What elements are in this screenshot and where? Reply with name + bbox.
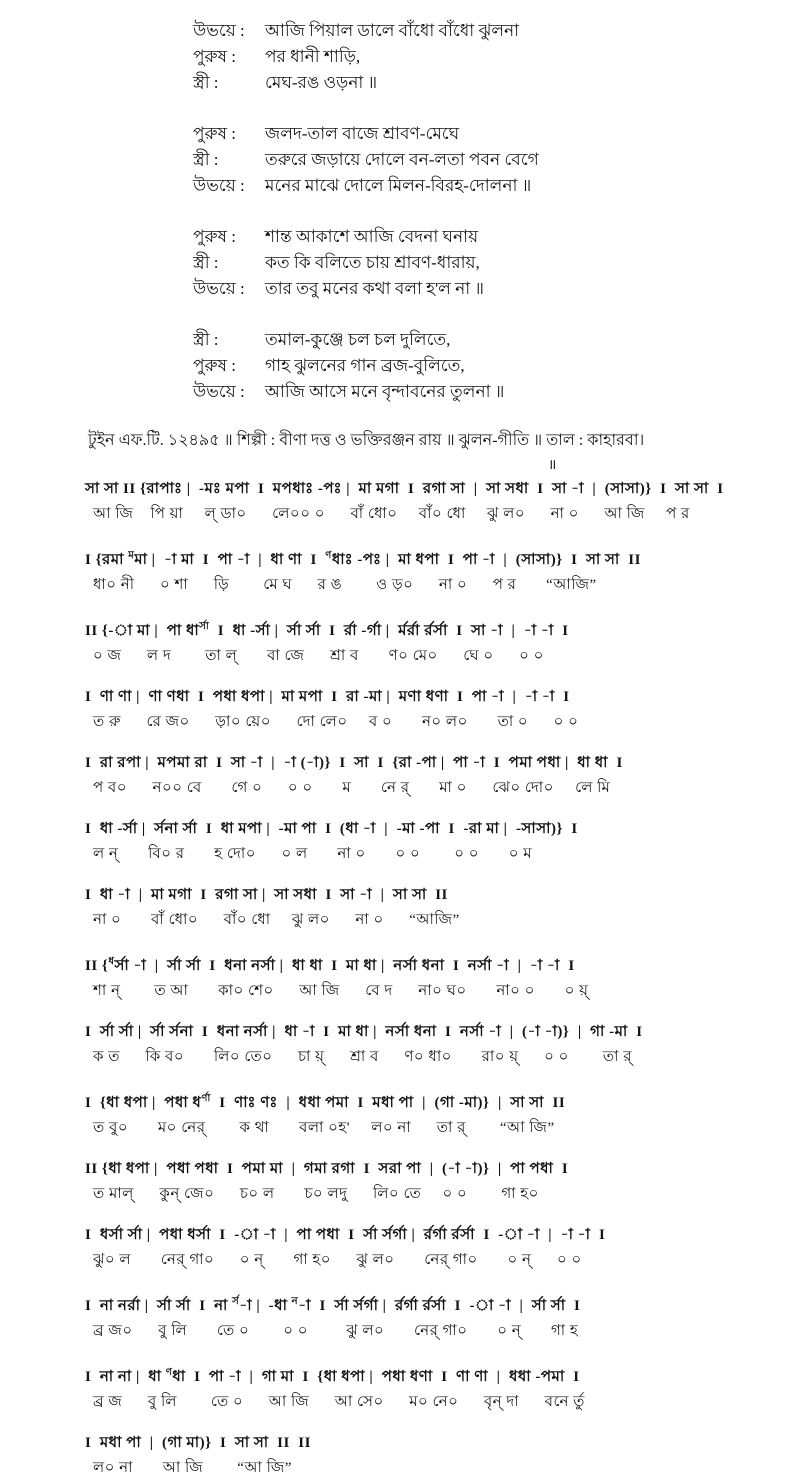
stanza-1	[193, 18, 800, 96]
speaker-label: স্ত্রী :	[193, 330, 219, 349]
notes-row: II {-া মা | পা ধা$^{র্সা}$ I ধা -র্সা | র্সা র্সা I র্রা -র্গা | র্মর্রা র্রর্সা I সা -া | -া -া I	[85, 621, 569, 639]
speaker-label: উভয়ে :	[193, 382, 245, 401]
words-row: ০ জ ল দ তা ল্ বা জে শ্রা ব ণ০ মে০ ঘে ০ ০ ০	[93, 648, 544, 664]
notation-line-9	[85, 1021, 732, 1068]
lyric-line	[193, 44, 800, 70]
notation-line-11	[85, 1158, 732, 1205]
notation-line-5	[85, 752, 732, 799]
notation-line-3	[85, 615, 732, 667]
sam-marker: ॥	[548, 458, 557, 473]
lyric-text: শান্ত আকাশে আজি বেদনা ঘনায়	[265, 227, 479, 246]
words-row: ল০ না আ জি “আ জি”	[93, 1460, 292, 1476]
speaker-label: পুরুষ :	[193, 356, 236, 375]
words-row: ত রু রে জ০ ড়া০ য়ে০ দো লে০ ব ০ ন০ ল০ তা ০ ০ ০	[93, 714, 579, 730]
notes-row: I মধা পা | (গা মা)} I সা সা II II	[85, 1435, 311, 1451]
notation-line-12	[85, 1224, 732, 1271]
lyric-line	[193, 224, 800, 250]
notes-row: I ধর্সা র্সা | পধা ধর্সা I -া -া | পা পধা I র্সা র্সর্গা | র্রর্গা র্রর্সা I -া -া | -া -া I	[85, 1227, 606, 1243]
lyric-line	[193, 70, 800, 96]
words-row: ব্র জ০ বু লি তে ০ ০ ০ ঝু ল০ নের্ গা০ ০ ন্ গা হ	[93, 1323, 579, 1339]
lyric-text: তরুরে জড়ায়ে দোলে বন-লতা পবন বেগে	[265, 150, 539, 169]
notes-row: I {রমা $^ম$মা | -া মা I পা -া | ধা ণা I $^ণ$ধাঃ -পঃ | মা ধপা I পা -া | (সাসা)} I সা সা II	[85, 550, 641, 568]
notes-row: I ণা ণা | ণা ণধা I পধা ধপা | মা মপা I রা -মা | মণা ধণা I পা -া | -া -া I	[85, 689, 570, 705]
words-row: আ জি পি য়া ল্ ডা০ লে০০ ০ বাঁ ধো০ বাঁ০ ধো ঝু ল০ না ০ আ জি প র	[93, 506, 690, 522]
lyric-text: মেঘ-রঙ ওড়না ॥	[265, 73, 378, 92]
notes-row: I না নর্রা | র্সা র্সা I না $^{র্স}$-া | -ধা $^ন$-া I র্সা র্সর্গা | র্রর্গা র্রর্সা I -া -া | র্সা র্সা I	[85, 1296, 581, 1314]
lyric-line	[193, 353, 800, 379]
speaker-label: উভয়ে :	[193, 21, 245, 40]
speaker-label: পুরুষ :	[193, 47, 236, 66]
lyric-text: জলদ-তাল বাজে শ্রাবণ-মেঘে	[265, 124, 460, 143]
speaker-label: পুরুষ :	[193, 227, 236, 246]
lyric-text: মনের মাঝে দোলে মিলন-বিরহ-দোলনা ॥	[265, 176, 532, 195]
notation-line-15	[85, 1432, 732, 1479]
notation-line-13	[85, 1290, 732, 1342]
stanza-2	[193, 121, 800, 199]
speaker-label: স্ত্রী :	[193, 73, 219, 92]
notation-line-4	[85, 686, 732, 733]
lyric-text: গাহ ঝুলনের গান ব্রজ-বুলিতে,	[265, 356, 465, 375]
notes-row: I {ধা ধপা | পধা ধ$^{র্ণা}$ I ণাঃ ণঃ | ধধা পমা I মধা পা | (গা -মা)} | সা সা II	[85, 1093, 566, 1111]
words-row: শা ন্ ত আ কা০ শে০ আ জি বে দ না০ ঘ০ না০ ০ ০ য়্	[93, 983, 589, 999]
notes-row: II {$^ধ$র্সা -া | র্সা র্সা I ধনা নর্সা | ধা ধা I মা ধা | নর্সা ধনা I নর্সা -া | -া -া I	[85, 956, 575, 974]
speaker-label: স্ত্রী :	[193, 253, 219, 272]
lyrics-section	[0, 18, 800, 405]
lyric-line	[193, 121, 800, 147]
lyric-text: আজি আসে মনে বৃন্দাবনের তুলনা ॥	[265, 382, 505, 401]
speaker-label: স্ত্রী :	[193, 150, 219, 169]
words-row: ল ন্ বি০ র হ দো০ ০ ল না ০ ০ ০ ০ ০ ০ ম	[93, 846, 533, 862]
notation-line-10	[85, 1087, 732, 1139]
lyric-line	[193, 173, 800, 199]
notation-line-6	[85, 818, 732, 865]
lyric-text: পর ধানী শাড়ি,	[265, 47, 361, 66]
notes-row: I ধা -া | মা মগা I রগা সা | সা সধা I সা -া | সা সা II	[85, 887, 448, 903]
notation-line-14	[85, 1361, 732, 1413]
credits-line: টুইন এফ.টি. ১২৪৯৫ ॥ শিল্পী : বীণা দত্ত ও ভক্তিরঞ্জন রায় ॥ ঝুলন-গীতি ॥ তাল : কাহারবা।	[88, 432, 645, 449]
speaker-label: পুরুষ :	[193, 124, 236, 143]
words-row: ধা০ নী ০ শা ড়ি মে ঘ র ঙ ও ড়০ না ০ প র “আজি”	[93, 577, 597, 593]
notes-row: সা সা II {রাপাঃ | -মঃ মপা I মপধাঃ -পঃ | মা মগা I রগা সা | সা সধা I সা -া | (সাসা)} I সা সা I	[85, 481, 724, 497]
lyric-line	[193, 276, 800, 302]
words-row: ত বু০ ম০ নের্ ক থা বলা ০হ' ল০ না তা র্ “আ জি”	[93, 1120, 555, 1136]
lyric-text: তার তবু মনের কথা বলা হ'ল না ॥	[265, 279, 485, 298]
lyric-text: আজি পিয়াল ডালে বাঁধো বাঁধো ঝুলনা	[265, 21, 520, 40]
notation-section	[0, 478, 800, 1479]
notes-row: I ধা -র্সা | র্সনা র্সা I ধা মপা | -মা পা I (ধা -া | -মা -পা I -রা মা | -সাসা)} I	[85, 821, 578, 837]
words-row: ব্র জ বু লি তে ০ আ জি আ সে০ ম০ নে০ বৃন্ দা বনে র্তু	[93, 1394, 585, 1410]
lyric-text: কত কি বলিতে চায় শ্রাবণ-ধারায়,	[265, 253, 480, 272]
lyric-line	[193, 379, 800, 405]
words-row: ঝু০ ল নের্ গা০ ০ ন্ গা হ০ ঝু ল০ নের্ গা০ ০ ন্ ০ ০	[93, 1252, 582, 1268]
words-row: ক ত কি ব০ লি০ তে০ চা য়্ শ্রা ব ণ০ ধা০ রা০ য়্ ০ ০ তা র্	[93, 1049, 632, 1065]
lyric-line	[193, 18, 800, 44]
lyric-text: তমাল-কুঞ্জে চল চল দুলিতে,	[265, 330, 451, 349]
lyric-line	[193, 147, 800, 173]
words-row: না ০ বাঁ ধো০ বাঁ০ ধো ঝু ল০ না ০ “আজি”	[93, 912, 460, 928]
stanza-4	[193, 327, 800, 405]
notation-line-8	[85, 950, 732, 1002]
lyric-line	[193, 327, 800, 353]
notes-row: I না না | ধা $^ণ$ধা I পা -া | গা মা I {ধা ধপা | পধা ধণা I ণা ণা | ধধা -পমা I	[85, 1367, 580, 1385]
notation-line-1	[85, 478, 732, 525]
speaker-label: উভয়ে :	[193, 176, 245, 195]
lyric-line	[193, 250, 800, 276]
notes-row: II {ধা ধপা | পধা পধা I পমা মা | গমা রগা I সরা পা | (-া -া)} | পা পধা I	[85, 1161, 569, 1177]
speaker-label: উভয়ে :	[193, 279, 245, 298]
notation-line-7	[85, 884, 732, 931]
stanza-3	[193, 224, 800, 302]
words-row: ত মাল্ কুন্ জে০ চ০ ল চ০ লদু লি০ তে ০ ০ গা হ০	[93, 1186, 539, 1202]
notes-row: I র্সা র্সা | র্সা র্সনা I ধনা নর্সা | ধা -া I মা ধা | নর্সা ধনা I নর্সা -া | (-া -া)} | গা -মা I	[85, 1024, 643, 1040]
notes-row: I রা রপা | মপমা রা I সা -া | -া (-া)} I সা I {রা -পা | পা -া I পমা পধা | ধা ধা I	[85, 755, 623, 771]
words-row: প ব০ ন০০ বে গে ০ ০ ০ ম নে র্ মা ০ ঝে০ দো০ লে মি	[93, 780, 611, 796]
notation-line-2	[85, 544, 732, 596]
